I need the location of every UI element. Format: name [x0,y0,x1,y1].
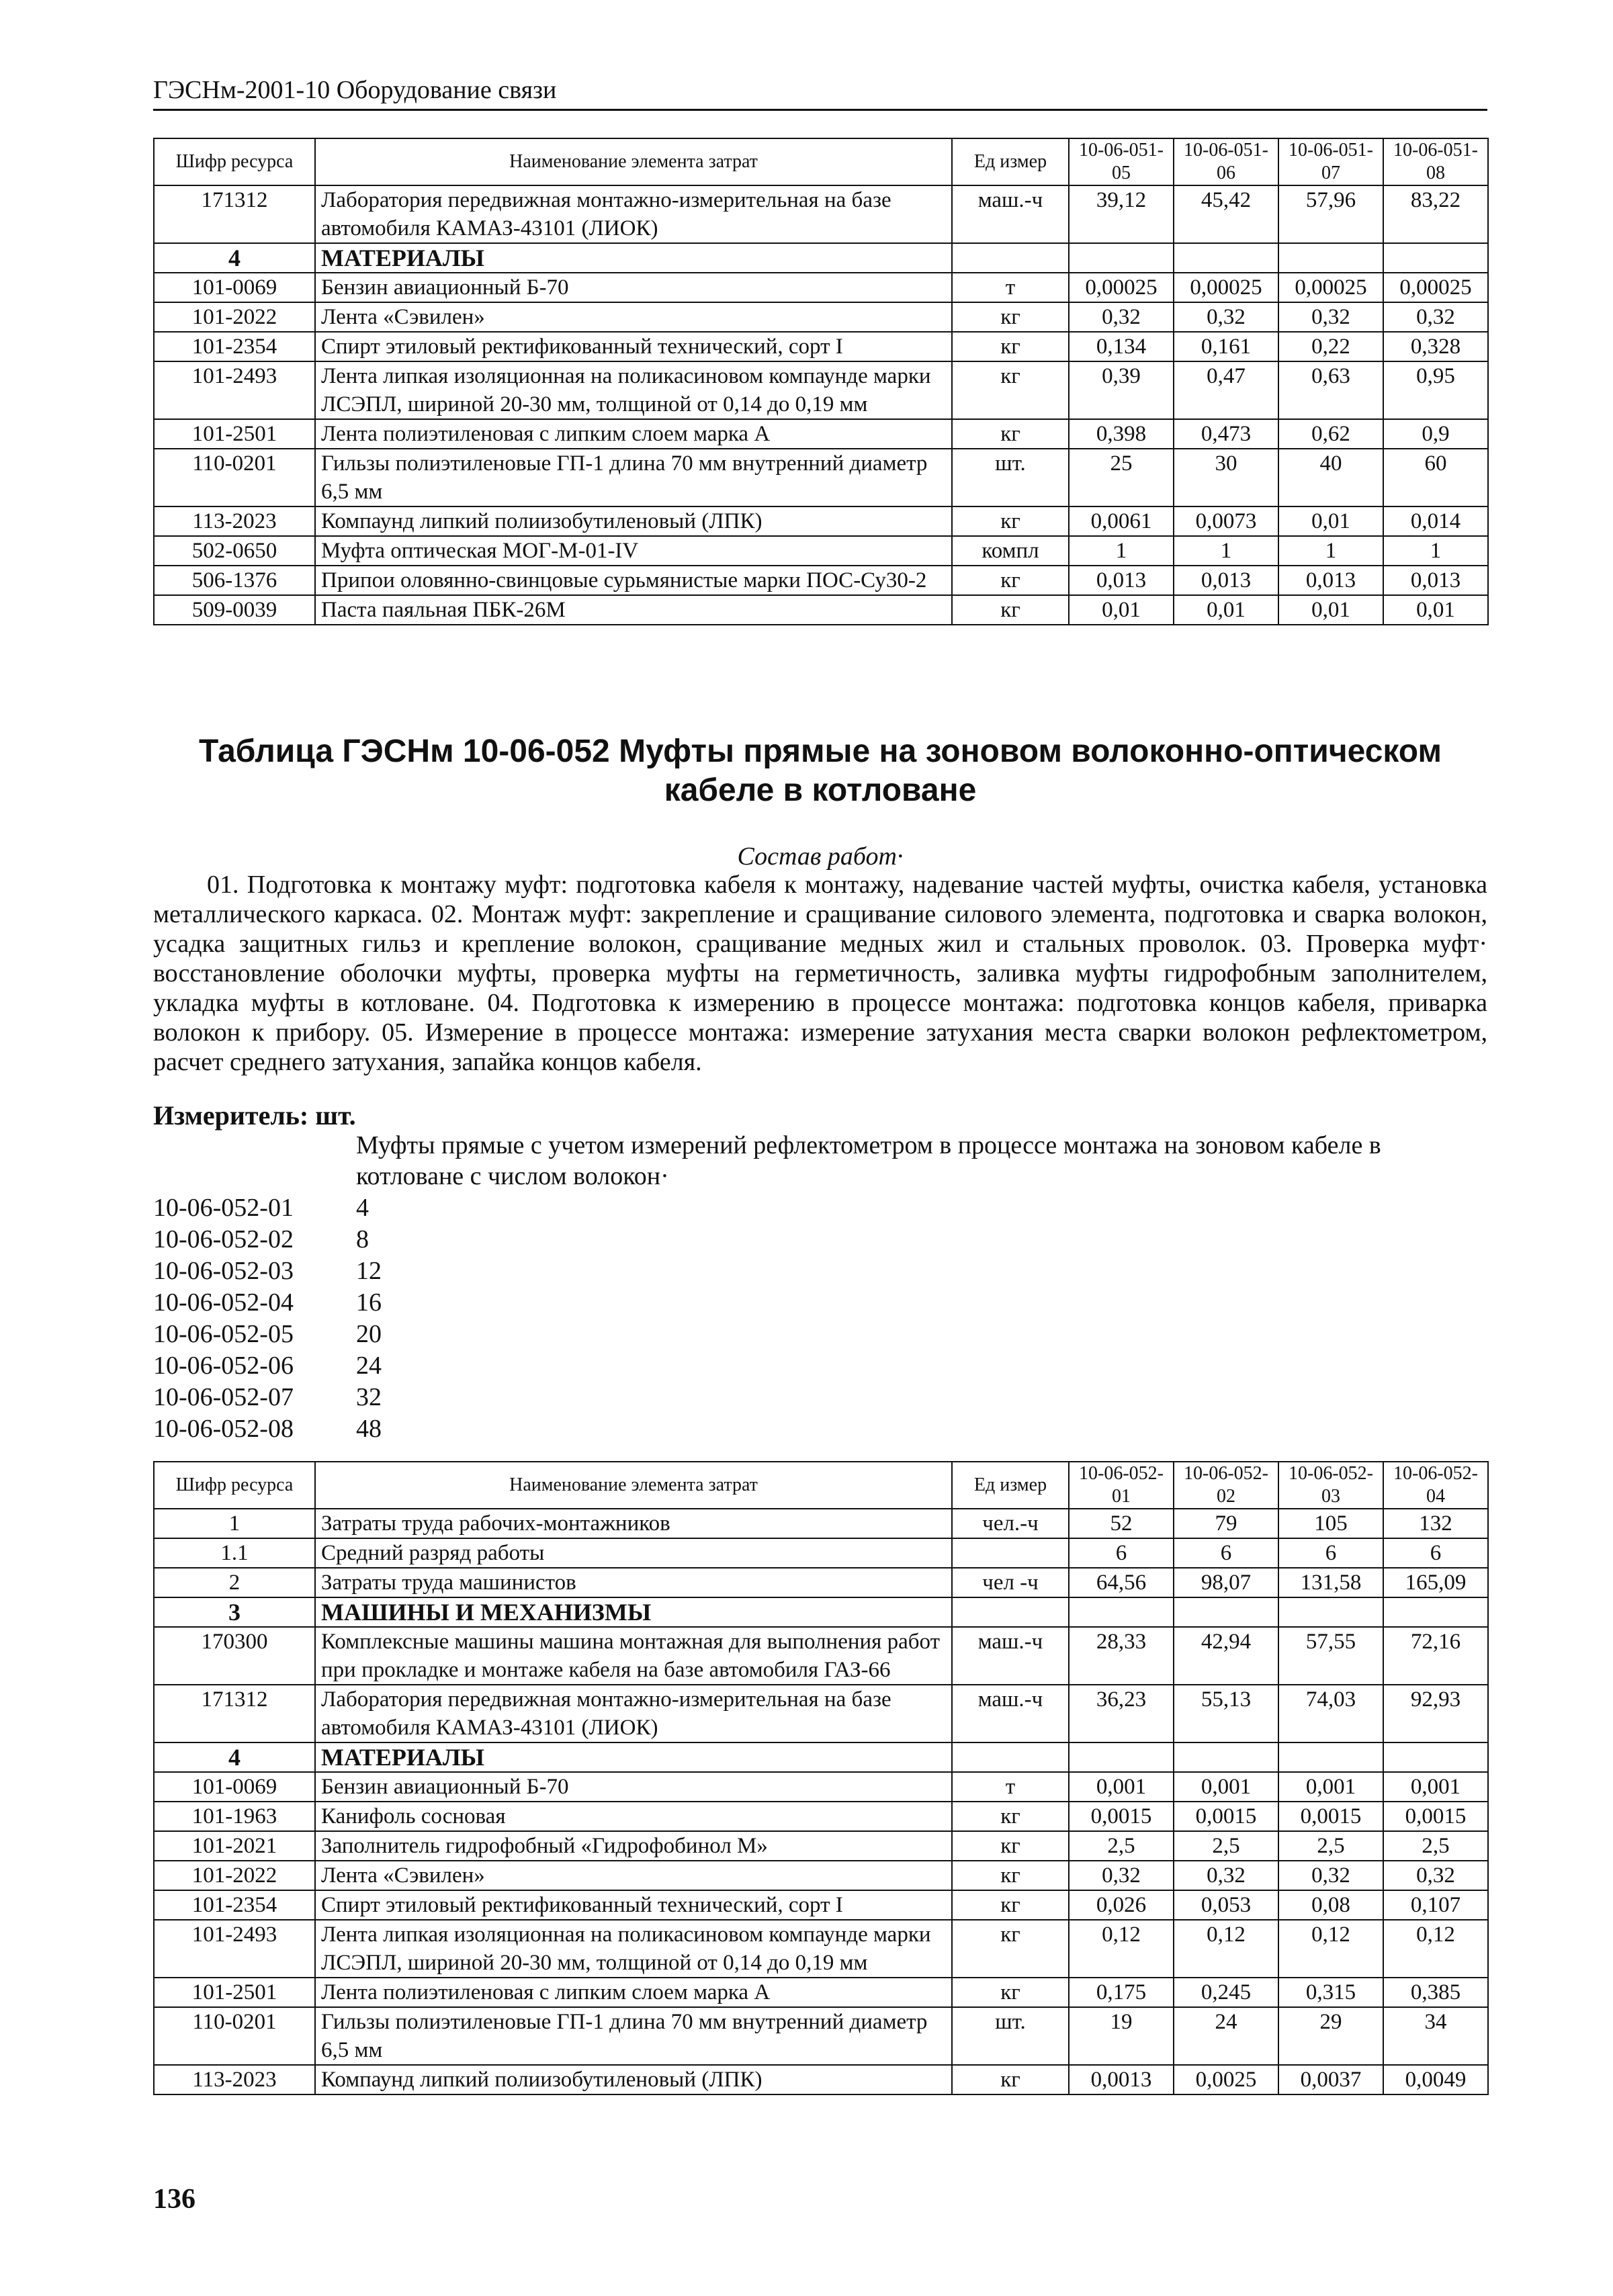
table-row [154,1978,1488,2007]
resource-code: 4 [154,1742,315,1772]
column-header: Наименование элемента затрат [315,138,952,185]
resource-name: Канифоль сосновая [315,1802,952,1831]
value-cell: 0,328 [1383,332,1488,361]
fiber-count: 8 [356,1225,369,1253]
resource-code: 506-1376 [154,566,315,595]
resource-name: Лента «Сэвилен» [315,1861,952,1890]
value-cell: 34 [1383,2007,1488,2065]
unit-cell: маш.-ч [952,1685,1069,1742]
resource-name: Спирт этиловый ректификованный технический, сорт I [315,1890,952,1920]
value-cell: 92,93 [1383,1685,1488,1742]
resource-name: Лента «Сэвилен» [315,302,952,332]
resource-name: Лента полиэтиленовая с липким слоем марка А [315,1978,952,2007]
table-row [154,185,1488,243]
value-cell: 19 [1069,2007,1174,2065]
measure-unit: шт. [315,1100,356,1131]
value-cell: 0,12 [1174,1920,1278,1978]
value-cell: 0,0061 [1069,506,1174,536]
resource-name: Лента липкая изоляционная на поликасиновом компаунде марки ЛСЭПЛ, шириной 20-30 мм, толщиной от 0,14 до 0,19 мм [315,1920,952,1978]
value-cell: 24 [1174,2007,1278,2065]
value-cell [1278,1597,1383,1627]
unit-cell: кг [952,1890,1069,1920]
value-cell: 0,32 [1278,1861,1383,1890]
value-cell [1278,243,1383,273]
resource-code: 4 [154,243,315,273]
column-header: Шифр ресурса [154,1462,315,1509]
value-cell: 0,08 [1278,1890,1383,1920]
value-cell: 0,00025 [1069,273,1174,302]
resource-code: 101-2022 [154,1861,315,1890]
resource-code: 502-0650 [154,536,315,566]
value-cell: 0,32 [1069,1861,1174,1890]
column-header: 10-06-051-07 [1278,138,1383,185]
value-cell: 28,33 [1069,1627,1174,1685]
value-cell [1383,243,1488,273]
unit-cell: кг [952,1831,1069,1861]
value-cell: 2,5 [1069,1831,1174,1861]
value-cell: 0,01 [1278,595,1383,625]
rate-code: 10-06-052-03 [153,1257,294,1285]
section-row [154,1597,1488,1627]
resource-name: Лаборатория передвижная монтажно-измерительная на базе автомобиля КАМАЗ-43101 (ЛИОК) [315,1685,952,1742]
value-cell: 0,0015 [1069,1802,1174,1831]
value-cell: 0,00025 [1174,273,1278,302]
table-row [154,449,1488,506]
value-cell: 0,47 [1174,361,1278,419]
unit-cell: чел -ч [952,1568,1069,1597]
composition-text: 01. Подготовка к монтажу муфт: подготовка кабеля к монтажу, надевание частей муфты, очистка кабеля, установка металлического каркаса. 02. Монтаж муфт: закрепление и сращивание силового элемента, подготовка и сварка волокон, усадка защитных гильз и крепление волокон, сращивание медных жил и стальных проволок. 03. Проверка муфт· восстановление оболочки муфты, проверка муфты на герметичность, заливка муфты гидрофобным заполнителем, укладка муфты в котловане. 04. Подготовка к измерению в процессе монтажа: подготовка концов кабеля, приварка волокон к прибору. 05. Измерение в процессе монтажа: измерение затухания места сварки волокон рефлектометром, расчет среднего затухания, запайка концов кабеля. [153,871,1487,1076]
value-cell: 52 [1069,1509,1174,1538]
table-row [154,2065,1488,2094]
value-cell: 0,026 [1069,1890,1174,1920]
value-cell: 2,5 [1278,1831,1383,1861]
unit-cell: шт. [952,2007,1069,2065]
resource-table-052 [153,1461,1489,2095]
resource-name: Затраты труда рабочих-монтажников [315,1509,952,1538]
rate-code: 10-06-052-05 [153,1320,294,1348]
value-cell: 0,00025 [1278,273,1383,302]
value-cell: 57,96 [1278,185,1383,243]
table-header [154,138,1488,185]
table-row [154,2007,1488,2065]
unit-cell: кг [952,332,1069,361]
resource-code: 101-2493 [154,1920,315,1978]
value-cell: 0,134 [1069,332,1174,361]
resource-code: 101-2354 [154,1890,315,1920]
value-cell: 1 [1278,536,1383,566]
rate-code: 10-06-052-07 [153,1383,294,1411]
resource-code: 101-2022 [154,302,315,332]
table-title: Таблица ГЭСНм 10-06-052 Муфты прямые на зоновом волоконно-оптическом кабеле в котловане [198,734,1442,808]
unit-cell: т [952,273,1069,302]
table-row [154,1920,1488,1978]
value-cell: 0,01 [1383,595,1488,625]
resource-code: 1.1 [154,1538,315,1568]
value-cell: 6 [1069,1538,1174,1568]
value-cell: 0,175 [1069,1978,1174,2007]
resource-code: 101-2493 [154,361,315,419]
resource-name: Гильзы полиэтиленовые ГП-1 длина 70 мм внутренний диаметр 6,5 мм [315,449,952,506]
value-cell: 39,12 [1069,185,1174,243]
value-cell: 132 [1383,1509,1488,1538]
column-header: Наименование элемента затрат [315,1462,952,1509]
value-cell: 6 [1278,1538,1383,1568]
resource-code: 2 [154,1568,315,1597]
value-cell: 0,398 [1069,419,1174,449]
resource-code: 171312 [154,1685,315,1742]
table-row [154,1568,1488,1597]
value-cell: 0,12 [1383,1920,1488,1978]
table-row [154,1772,1488,1802]
value-cell: 6 [1383,1538,1488,1568]
value-cell: 0,63 [1278,361,1383,419]
unit-cell: кг [952,595,1069,625]
unit-cell: кг [952,2065,1069,2094]
unit-cell: кг [952,1802,1069,1831]
value-cell: 0,32 [1174,1861,1278,1890]
resource-name: Спирт этиловый ректификованный технический, сорт I [315,332,952,361]
code-row [153,1287,382,1319]
unit-cell: кг [952,1978,1069,2007]
resource-name: Гильзы полиэтиленовые ГП-1 длина 70 мм внутренний диаметр 6,5 мм [315,2007,952,2065]
value-cell: 0,9 [1383,419,1488,449]
rate-code: 10-06-052-01 [153,1194,294,1222]
unit-cell: кг [952,506,1069,536]
table-row [154,1627,1488,1685]
resource-code: 171312 [154,185,315,243]
value-cell: 0,32 [1278,302,1383,332]
unit-cell: маш.-ч [952,185,1069,243]
rate-code: 10-06-052-08 [153,1415,294,1443]
value-cell: 0,32 [1383,1861,1488,1890]
fiber-count: 12 [356,1257,382,1285]
value-cell: 0,053 [1174,1890,1278,1920]
value-cell: 0,001 [1069,1772,1174,1802]
value-cell: 0,01 [1278,506,1383,536]
value-cell: 83,22 [1383,185,1488,243]
fiber-count: 4 [356,1194,369,1222]
code-row [153,1319,382,1350]
value-cell: 0,12 [1278,1920,1383,1978]
value-cell: 57,55 [1278,1627,1383,1685]
resource-code: 101-0069 [154,273,315,302]
fiber-count: 16 [356,1288,382,1317]
value-cell: 72,16 [1383,1627,1488,1685]
table-row [154,361,1488,419]
resource-name: Припои оловянно-свинцовые сурьмянистые марки ПОС-Су30-2 [315,566,952,595]
value-cell: 30 [1174,449,1278,506]
code-row [153,1255,382,1287]
resource-name: Паста паяльная ПБК-26М [315,595,952,625]
value-cell: 0,01 [1069,595,1174,625]
unit-cell [952,1742,1069,1772]
fiber-count: 24 [356,1352,382,1380]
unit-cell [952,1597,1069,1627]
column-header: Ед измер [952,138,1069,185]
resource-name: Муфта оптическая МОГ-М-01-IV [315,536,952,566]
value-cell: 0,001 [1174,1772,1278,1802]
resource-name: Компаунд липкий полиизобутиленовый (ЛПК) [315,506,952,536]
value-cell [1174,1597,1278,1627]
resource-code: 101-2501 [154,1978,315,2007]
value-cell: 40 [1278,449,1383,506]
value-cell: 60 [1383,449,1488,506]
resource-code: 113-2023 [154,506,315,536]
value-cell: 0,12 [1069,1920,1174,1978]
resource-code: 110-0201 [154,2007,315,2065]
value-cell [1383,1597,1488,1627]
value-cell: 2,5 [1174,1831,1278,1861]
resource-name: МАТЕРИАЛЫ [315,1742,952,1772]
unit-cell: кг [952,361,1069,419]
value-cell: 0,95 [1383,361,1488,419]
table-row [154,595,1488,625]
unit-cell: кг [952,1920,1069,1978]
resource-name: Бензин авиационный Б-70 [315,1772,952,1802]
value-cell: 165,09 [1383,1568,1488,1597]
code-row [153,1413,382,1445]
table-row [154,1685,1488,1742]
value-cell [1383,1742,1488,1772]
value-cell: 0,245 [1174,1978,1278,2007]
table-row [154,1538,1488,1568]
value-cell: 98,07 [1174,1568,1278,1597]
unit-cell: компл [952,536,1069,566]
code-row [153,1350,382,1382]
value-cell: 105 [1278,1509,1383,1538]
rate-code: 10-06-052-06 [153,1352,294,1380]
value-cell: 36,23 [1069,1685,1174,1742]
resource-name: Лента полиэтиленовая с липким слоем марка А [315,419,952,449]
value-cell: 55,13 [1174,1685,1278,1742]
resource-code: 3 [154,1597,315,1627]
code-row [153,1382,382,1413]
column-header: 10-06-052-03 [1278,1462,1383,1509]
value-cell: 0,315 [1278,1978,1383,2007]
value-cell: 0,385 [1383,1978,1488,2007]
resource-code: 113-2023 [154,2065,315,2094]
table-row [154,1861,1488,1890]
value-cell [1278,1742,1383,1772]
resource-code: 101-1963 [154,1802,315,1831]
page-header: ГЭСНм-2001-10 Оборудование связи [153,75,1487,111]
value-cell: 0,013 [1069,566,1174,595]
resource-code: 101-0069 [154,1772,315,1802]
resource-name: Заполнитель гидрофобный «Гидрофобинол М» [315,1831,952,1861]
value-cell: 1 [1069,536,1174,566]
resource-code: 101-2354 [154,332,315,361]
value-cell: 0,0025 [1174,2065,1278,2094]
value-cell [1069,243,1174,273]
table-row [154,506,1488,536]
resource-name: МАТЕРИАЛЫ [315,243,952,273]
value-cell: 0,0015 [1278,1802,1383,1831]
table-row [154,273,1488,302]
fiber-count: 32 [356,1383,382,1411]
value-cell: 0,39 [1069,361,1174,419]
table-row [154,419,1488,449]
value-cell: 0,0049 [1383,2065,1488,2094]
resource-code: 1 [154,1509,315,1538]
resource-name: Лаборатория передвижная монтажно-измерительная на базе автомобиля КАМАЗ-43101 (ЛИОК) [315,185,952,243]
unit-cell [952,1538,1069,1568]
value-cell: 2,5 [1383,1831,1488,1861]
value-cell: 0,62 [1278,419,1383,449]
value-cell: 1 [1174,536,1278,566]
value-cell [1174,1742,1278,1772]
value-cell: 0,0015 [1383,1802,1488,1831]
table-row [154,1831,1488,1861]
value-cell: 0,001 [1278,1772,1383,1802]
unit-cell: кг [952,419,1069,449]
fiber-count: 20 [356,1320,382,1348]
measure-label: Измеритель: [153,1100,309,1131]
table-row [154,1890,1488,1920]
value-cell: 42,94 [1174,1627,1278,1685]
table-row [154,332,1488,361]
unit-cell: маш.-ч [952,1627,1069,1685]
unit-cell: кг [952,1861,1069,1890]
unit-cell: т [952,1772,1069,1802]
value-cell: 45,42 [1174,185,1278,243]
unit-cell [952,243,1069,273]
value-cell: 0,0015 [1174,1802,1278,1831]
value-cell: 74,03 [1278,1685,1383,1742]
rate-code: 10-06-052-04 [153,1288,294,1317]
value-cell: 6 [1174,1538,1278,1568]
resource-name: МАШИНЫ И МЕХАНИЗМЫ [315,1597,952,1627]
value-cell: 64,56 [1069,1568,1174,1597]
code-row [153,1192,382,1224]
value-cell: 0,013 [1383,566,1488,595]
unit-cell: шт. [952,449,1069,506]
unit-cell: чел.-ч [952,1509,1069,1538]
page-number: 136 [153,2184,195,2215]
value-cell [1069,1597,1174,1627]
resource-name: Затраты труда машинистов [315,1568,952,1597]
resource-code: 509-0039 [154,595,315,625]
value-cell: 0,01 [1174,595,1278,625]
table-header [154,1462,1488,1509]
column-header: Шифр ресурса [154,138,315,185]
table-row [154,1802,1488,1831]
value-cell: 79 [1174,1509,1278,1538]
column-header: 10-06-051-08 [1383,138,1488,185]
value-cell: 0,0073 [1174,506,1278,536]
table-row [154,566,1488,595]
fiber-count: 48 [356,1415,382,1443]
value-cell: 0,161 [1174,332,1278,361]
value-cell: 0,001 [1383,1772,1488,1802]
value-cell: 0,473 [1174,419,1278,449]
resource-name: Средний разряд работы [315,1538,952,1568]
composition-heading: Состав работ· [737,842,904,871]
section-row [154,1742,1488,1772]
value-cell: 0,0037 [1278,2065,1383,2094]
resource-name: Комплексные машины машина монтажная для выполнения работ при прокладке и монтаже кабеля на базе автомобиля ГАЗ-66 [315,1627,952,1685]
value-cell: 0,32 [1383,302,1488,332]
value-cell: 0,32 [1174,302,1278,332]
value-cell: 29 [1278,2007,1383,2065]
value-cell: 0,22 [1278,332,1383,361]
measure-description: Муфты прямые с учетом измерений рефлектометром в процессе монтажа на зоновом кабеле в котловане с числом волокон· [356,1131,1381,1190]
value-cell: 0,0013 [1069,2065,1174,2094]
resource-table-051 [153,138,1489,625]
value-cell: 1 [1383,536,1488,566]
value-cell: 0,013 [1278,566,1383,595]
column-header: Ед измер [952,1462,1069,1509]
table-row [154,1509,1488,1538]
column-header: 10-06-052-02 [1174,1462,1278,1509]
table-row [154,536,1488,566]
resource-code: 101-2501 [154,419,315,449]
value-cell: 25 [1069,449,1174,506]
unit-cell: кг [952,566,1069,595]
value-cell: 0,014 [1383,506,1488,536]
measure-line [153,1100,356,1131]
resource-code: 170300 [154,1627,315,1685]
column-header: 10-06-052-01 [1069,1462,1174,1509]
code-list [153,1192,382,1445]
resource-code: 110-0201 [154,449,315,506]
unit-cell: кг [952,302,1069,332]
code-row [153,1224,382,1255]
resource-name: Компаунд липкий полиизобутиленовый (ЛПК) [315,2065,952,2094]
resource-code: 101-2021 [154,1831,315,1861]
resource-name: Лента липкая изоляционная на поликасиновом компаунде марки ЛСЭПЛ, шириной 20-30 мм, толщиной от 0,14 до 0,19 мм [315,361,952,419]
value-cell [1069,1742,1174,1772]
column-header: 10-06-051-06 [1174,138,1278,185]
value-cell: 131,58 [1278,1568,1383,1597]
resource-name: Бензин авиационный Б-70 [315,273,952,302]
value-cell: 0,013 [1174,566,1278,595]
value-cell: 0,00025 [1383,273,1488,302]
value-cell: 0,32 [1069,302,1174,332]
rate-code: 10-06-052-02 [153,1225,294,1253]
column-header: 10-06-051-05 [1069,138,1174,185]
value-cell [1174,243,1278,273]
table-row [154,302,1488,332]
section-row [154,243,1488,273]
column-header: 10-06-052-04 [1383,1462,1488,1509]
value-cell: 0,107 [1383,1890,1488,1920]
